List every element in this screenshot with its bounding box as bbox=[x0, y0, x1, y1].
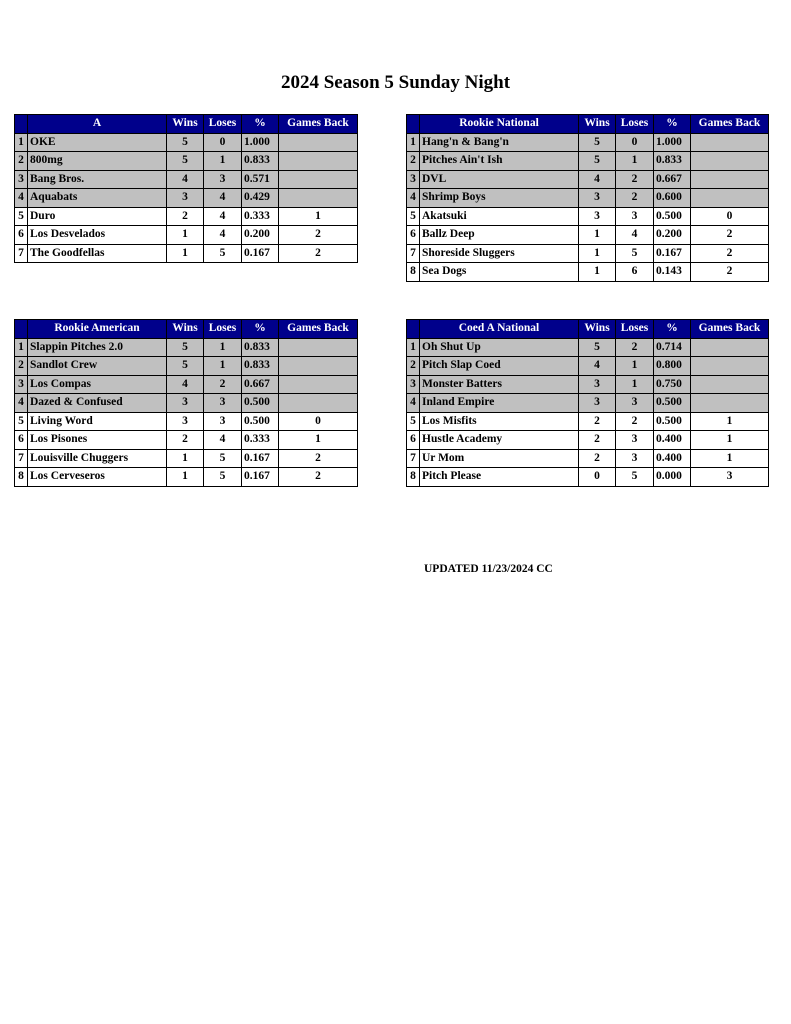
division-name: Rookie National bbox=[420, 115, 579, 134]
wins-cell: 2 bbox=[579, 431, 616, 450]
table-header-row bbox=[15, 115, 358, 134]
standings-table-rookie-american bbox=[14, 319, 358, 487]
team-name-cell: Living Word bbox=[28, 412, 167, 431]
team-name-cell: Shrimp Boys bbox=[420, 189, 579, 208]
pct-cell: 0.833 bbox=[242, 338, 279, 357]
wins-cell: 3 bbox=[167, 189, 204, 208]
team-name-cell: Hustle Academy bbox=[420, 431, 579, 450]
table-row bbox=[15, 449, 358, 468]
loses-cell: 2 bbox=[616, 412, 654, 431]
games-back-header: Games Back bbox=[691, 115, 769, 134]
wins-cell: 2 bbox=[167, 207, 204, 226]
pct-header: % bbox=[654, 320, 691, 339]
table-body bbox=[407, 133, 769, 281]
rank-cell: 4 bbox=[407, 394, 420, 413]
standings-table-coed-a-national bbox=[406, 319, 769, 487]
standings-table-a bbox=[14, 114, 358, 263]
games-back-cell: 2 bbox=[279, 468, 358, 487]
table-row bbox=[407, 170, 769, 189]
loses-cell: 4 bbox=[204, 431, 242, 450]
table-row bbox=[15, 431, 358, 450]
pct-cell: 0.167 bbox=[242, 244, 279, 263]
wins-cell: 4 bbox=[579, 357, 616, 376]
table-row bbox=[407, 375, 769, 394]
wins-cell: 3 bbox=[167, 394, 204, 413]
wins-cell: 5 bbox=[167, 338, 204, 357]
pct-cell: 0.667 bbox=[242, 375, 279, 394]
team-name-cell: Shoreside Sluggers bbox=[420, 244, 579, 263]
table-body bbox=[15, 338, 358, 486]
table-row bbox=[407, 133, 769, 152]
rank-cell: 8 bbox=[407, 263, 420, 282]
games-back-cell bbox=[691, 189, 769, 208]
wins-cell: 4 bbox=[167, 170, 204, 189]
pct-cell: 0.143 bbox=[654, 263, 691, 282]
team-name-cell: Sandlot Crew bbox=[28, 357, 167, 376]
table-row bbox=[407, 338, 769, 357]
loses-cell: 3 bbox=[616, 207, 654, 226]
rank-cell: 6 bbox=[407, 226, 420, 245]
games-back-cell bbox=[279, 189, 358, 208]
games-back-cell bbox=[279, 338, 358, 357]
team-name-cell: Los Cerveseros bbox=[28, 468, 167, 487]
loses-cell: 3 bbox=[616, 431, 654, 450]
table-row bbox=[407, 207, 769, 226]
games-back-cell bbox=[279, 357, 358, 376]
loses-cell: 3 bbox=[204, 170, 242, 189]
table-row bbox=[15, 226, 358, 245]
table-row bbox=[15, 133, 358, 152]
loses-cell: 1 bbox=[204, 338, 242, 357]
rank-cell: 2 bbox=[15, 357, 28, 376]
table-row bbox=[407, 412, 769, 431]
wins-cell: 3 bbox=[579, 375, 616, 394]
table-body bbox=[15, 133, 358, 263]
loses-cell: 4 bbox=[204, 207, 242, 226]
loses-header: Loses bbox=[204, 320, 242, 339]
pct-cell: 0.714 bbox=[654, 338, 691, 357]
loses-cell: 1 bbox=[616, 375, 654, 394]
pct-cell: 0.571 bbox=[242, 170, 279, 189]
rank-header bbox=[15, 320, 28, 339]
table-header-row bbox=[407, 320, 769, 339]
games-back-cell: 0 bbox=[279, 412, 358, 431]
pct-cell: 0.833 bbox=[242, 357, 279, 376]
pct-cell: 0.429 bbox=[242, 189, 279, 208]
rank-cell: 4 bbox=[15, 189, 28, 208]
wins-cell: 1 bbox=[167, 449, 204, 468]
rank-cell: 7 bbox=[407, 244, 420, 263]
pct-cell: 0.333 bbox=[242, 431, 279, 450]
pct-cell: 0.333 bbox=[242, 207, 279, 226]
team-name-cell: Ballz Deep bbox=[420, 226, 579, 245]
team-name-cell: Sea Dogs bbox=[420, 263, 579, 282]
loses-cell: 1 bbox=[204, 357, 242, 376]
team-name-cell: 800mg bbox=[28, 152, 167, 171]
standings-table-rookie-national bbox=[406, 114, 769, 282]
rank-cell: 2 bbox=[15, 152, 28, 171]
wins-cell: 2 bbox=[579, 449, 616, 468]
rank-cell: 6 bbox=[15, 431, 28, 450]
pct-cell: 0.833 bbox=[654, 152, 691, 171]
games-back-cell: 3 bbox=[691, 468, 769, 487]
games-back-cell bbox=[691, 152, 769, 171]
pct-cell: 0.400 bbox=[654, 431, 691, 450]
rank-cell: 1 bbox=[15, 133, 28, 152]
games-back-header: Games Back bbox=[279, 115, 358, 134]
wins-header: Wins bbox=[167, 320, 204, 339]
team-name-cell: Bang Bros. bbox=[28, 170, 167, 189]
loses-cell: 1 bbox=[204, 152, 242, 171]
loses-cell: 1 bbox=[616, 357, 654, 376]
games-back-cell: 1 bbox=[279, 431, 358, 450]
table-row bbox=[407, 226, 769, 245]
division-name: Coed A National bbox=[420, 320, 579, 339]
table-row bbox=[407, 244, 769, 263]
pct-cell: 1.000 bbox=[242, 133, 279, 152]
pct-cell: 0.400 bbox=[654, 449, 691, 468]
loses-cell: 5 bbox=[616, 468, 654, 487]
games-back-cell: 0 bbox=[691, 207, 769, 226]
games-back-cell: 2 bbox=[279, 226, 358, 245]
loses-header: Loses bbox=[616, 115, 654, 134]
rank-cell: 6 bbox=[15, 226, 28, 245]
team-name-cell: Slappin Pitches 2.0 bbox=[28, 338, 167, 357]
wins-header: Wins bbox=[579, 320, 616, 339]
division-name: Rookie American bbox=[28, 320, 167, 339]
loses-cell: 2 bbox=[616, 170, 654, 189]
wins-cell: 4 bbox=[579, 170, 616, 189]
table-row bbox=[407, 431, 769, 450]
rank-cell: 5 bbox=[407, 207, 420, 226]
table-row bbox=[407, 263, 769, 282]
loses-cell: 3 bbox=[616, 449, 654, 468]
rank-cell: 1 bbox=[407, 133, 420, 152]
rank-cell: 3 bbox=[407, 170, 420, 189]
loses-cell: 1 bbox=[616, 152, 654, 171]
games-back-cell: 1 bbox=[691, 449, 769, 468]
rank-cell: 1 bbox=[407, 338, 420, 357]
rank-cell: 4 bbox=[407, 189, 420, 208]
loses-cell: 5 bbox=[204, 244, 242, 263]
pct-cell: 0.000 bbox=[654, 468, 691, 487]
team-name-cell: Aquabats bbox=[28, 189, 167, 208]
team-name-cell: Pitches Ain't Ish bbox=[420, 152, 579, 171]
wins-cell: 2 bbox=[167, 431, 204, 450]
wins-cell: 5 bbox=[167, 357, 204, 376]
rank-header bbox=[407, 320, 420, 339]
loses-cell: 2 bbox=[616, 338, 654, 357]
wins-cell: 5 bbox=[579, 133, 616, 152]
pct-cell: 0.833 bbox=[242, 152, 279, 171]
games-back-cell: 2 bbox=[691, 244, 769, 263]
wins-cell: 3 bbox=[579, 207, 616, 226]
loses-cell: 6 bbox=[616, 263, 654, 282]
rank-cell: 5 bbox=[15, 412, 28, 431]
pct-cell: 0.750 bbox=[654, 375, 691, 394]
table-row bbox=[15, 189, 358, 208]
wins-cell: 3 bbox=[167, 412, 204, 431]
rank-cell: 8 bbox=[407, 468, 420, 487]
rank-cell: 8 bbox=[15, 468, 28, 487]
table-row bbox=[15, 244, 358, 263]
pct-cell: 0.500 bbox=[654, 394, 691, 413]
updated-note: UPDATED 11/23/2024 CC bbox=[424, 563, 553, 575]
team-name-cell: Dazed & Confused bbox=[28, 394, 167, 413]
table-row bbox=[407, 394, 769, 413]
pct-cell: 0.500 bbox=[242, 394, 279, 413]
pct-header: % bbox=[654, 115, 691, 134]
pct-cell: 0.500 bbox=[654, 207, 691, 226]
games-back-cell bbox=[279, 152, 358, 171]
team-name-cell: Monster Batters bbox=[420, 375, 579, 394]
wins-header: Wins bbox=[579, 115, 616, 134]
games-back-cell bbox=[691, 170, 769, 189]
rank-cell: 2 bbox=[407, 152, 420, 171]
table-row bbox=[407, 357, 769, 376]
games-back-cell: 1 bbox=[691, 431, 769, 450]
page-title: 2024 Season 5 Sunday Night bbox=[280, 72, 511, 93]
table-row bbox=[15, 412, 358, 431]
team-name-cell: Duro bbox=[28, 207, 167, 226]
games-back-cell bbox=[279, 133, 358, 152]
table-header-row bbox=[407, 115, 769, 134]
wins-cell: 2 bbox=[579, 412, 616, 431]
games-back-cell: 1 bbox=[691, 412, 769, 431]
games-back-cell bbox=[691, 357, 769, 376]
games-back-header: Games Back bbox=[691, 320, 769, 339]
team-name-cell: Hang'n & Bang'n bbox=[420, 133, 579, 152]
team-name-cell: Louisville Chuggers bbox=[28, 449, 167, 468]
loses-cell: 4 bbox=[616, 226, 654, 245]
team-name-cell: Inland Empire bbox=[420, 394, 579, 413]
rank-header bbox=[407, 115, 420, 134]
pct-cell: 0.500 bbox=[242, 412, 279, 431]
pct-cell: 0.167 bbox=[242, 449, 279, 468]
games-back-cell bbox=[279, 170, 358, 189]
games-back-cell: 2 bbox=[691, 226, 769, 245]
rank-cell: 6 bbox=[407, 431, 420, 450]
rank-cell: 7 bbox=[15, 244, 28, 263]
games-back-cell: 2 bbox=[691, 263, 769, 282]
table-row bbox=[407, 152, 769, 171]
table-row bbox=[15, 207, 358, 226]
table-row bbox=[15, 394, 358, 413]
wins-cell: 1 bbox=[167, 244, 204, 263]
team-name-cell: Ur Mom bbox=[420, 449, 579, 468]
rank-cell: 7 bbox=[15, 449, 28, 468]
games-back-cell bbox=[691, 338, 769, 357]
rank-cell: 3 bbox=[15, 170, 28, 189]
pct-cell: 0.167 bbox=[242, 468, 279, 487]
table-header-row bbox=[15, 320, 358, 339]
team-name-cell: Pitch Slap Coed bbox=[420, 357, 579, 376]
rank-cell: 5 bbox=[15, 207, 28, 226]
loses-header: Loses bbox=[204, 115, 242, 134]
table-row bbox=[407, 189, 769, 208]
loses-cell: 3 bbox=[616, 394, 654, 413]
wins-cell: 1 bbox=[579, 263, 616, 282]
wins-cell: 3 bbox=[579, 394, 616, 413]
games-back-header: Games Back bbox=[279, 320, 358, 339]
games-back-cell bbox=[279, 394, 358, 413]
pct-cell: 1.000 bbox=[654, 133, 691, 152]
table-row bbox=[15, 357, 358, 376]
table-row bbox=[15, 152, 358, 171]
rank-cell: 3 bbox=[15, 375, 28, 394]
games-back-cell bbox=[691, 133, 769, 152]
pct-header: % bbox=[242, 115, 279, 134]
loses-cell: 4 bbox=[204, 226, 242, 245]
team-name-cell: DVL bbox=[420, 170, 579, 189]
loses-cell: 2 bbox=[204, 375, 242, 394]
wins-cell: 5 bbox=[167, 133, 204, 152]
games-back-cell bbox=[691, 394, 769, 413]
wins-cell: 3 bbox=[579, 189, 616, 208]
loses-cell: 3 bbox=[204, 412, 242, 431]
pct-cell: 0.600 bbox=[654, 189, 691, 208]
rank-cell: 5 bbox=[407, 412, 420, 431]
table-row bbox=[15, 338, 358, 357]
loses-cell: 3 bbox=[204, 394, 242, 413]
games-back-cell bbox=[691, 375, 769, 394]
rank-cell: 7 bbox=[407, 449, 420, 468]
wins-cell: 1 bbox=[579, 244, 616, 263]
loses-cell: 0 bbox=[616, 133, 654, 152]
wins-cell: 1 bbox=[579, 226, 616, 245]
loses-cell: 2 bbox=[616, 189, 654, 208]
loses-cell: 0 bbox=[204, 133, 242, 152]
loses-cell: 5 bbox=[616, 244, 654, 263]
loses-header: Loses bbox=[616, 320, 654, 339]
games-back-cell: 2 bbox=[279, 244, 358, 263]
team-name-cell: Akatsuki bbox=[420, 207, 579, 226]
pct-cell: 0.667 bbox=[654, 170, 691, 189]
wins-cell: 0 bbox=[579, 468, 616, 487]
loses-cell: 5 bbox=[204, 468, 242, 487]
games-back-cell: 2 bbox=[279, 449, 358, 468]
table-row bbox=[407, 468, 769, 487]
pct-cell: 0.200 bbox=[242, 226, 279, 245]
wins-cell: 5 bbox=[579, 152, 616, 171]
rank-cell: 4 bbox=[15, 394, 28, 413]
pct-header: % bbox=[242, 320, 279, 339]
wins-cell: 5 bbox=[167, 152, 204, 171]
table-body bbox=[407, 338, 769, 486]
rank-cell: 2 bbox=[407, 357, 420, 376]
team-name-cell: Pitch Please bbox=[420, 468, 579, 487]
table-row bbox=[15, 170, 358, 189]
wins-cell: 4 bbox=[167, 375, 204, 394]
loses-cell: 4 bbox=[204, 189, 242, 208]
team-name-cell: Los Pisones bbox=[28, 431, 167, 450]
table-row bbox=[15, 375, 358, 394]
wins-cell: 1 bbox=[167, 226, 204, 245]
wins-cell: 5 bbox=[579, 338, 616, 357]
pct-cell: 0.800 bbox=[654, 357, 691, 376]
games-back-cell bbox=[279, 375, 358, 394]
rank-header bbox=[15, 115, 28, 134]
games-back-cell: 1 bbox=[279, 207, 358, 226]
team-name-cell: Los Desvelados bbox=[28, 226, 167, 245]
team-name-cell: Oh Shut Up bbox=[420, 338, 579, 357]
team-name-cell: The Goodfellas bbox=[28, 244, 167, 263]
rank-cell: 1 bbox=[15, 338, 28, 357]
pct-cell: 0.167 bbox=[654, 244, 691, 263]
team-name-cell: Los Compas bbox=[28, 375, 167, 394]
wins-cell: 1 bbox=[167, 468, 204, 487]
team-name-cell: OKE bbox=[28, 133, 167, 152]
rank-cell: 3 bbox=[407, 375, 420, 394]
wins-header: Wins bbox=[167, 115, 204, 134]
division-name: A bbox=[28, 115, 167, 134]
table-row bbox=[407, 449, 769, 468]
team-name-cell: Los Misfits bbox=[420, 412, 579, 431]
loses-cell: 5 bbox=[204, 449, 242, 468]
pct-cell: 0.200 bbox=[654, 226, 691, 245]
table-row bbox=[15, 468, 358, 487]
pct-cell: 0.500 bbox=[654, 412, 691, 431]
